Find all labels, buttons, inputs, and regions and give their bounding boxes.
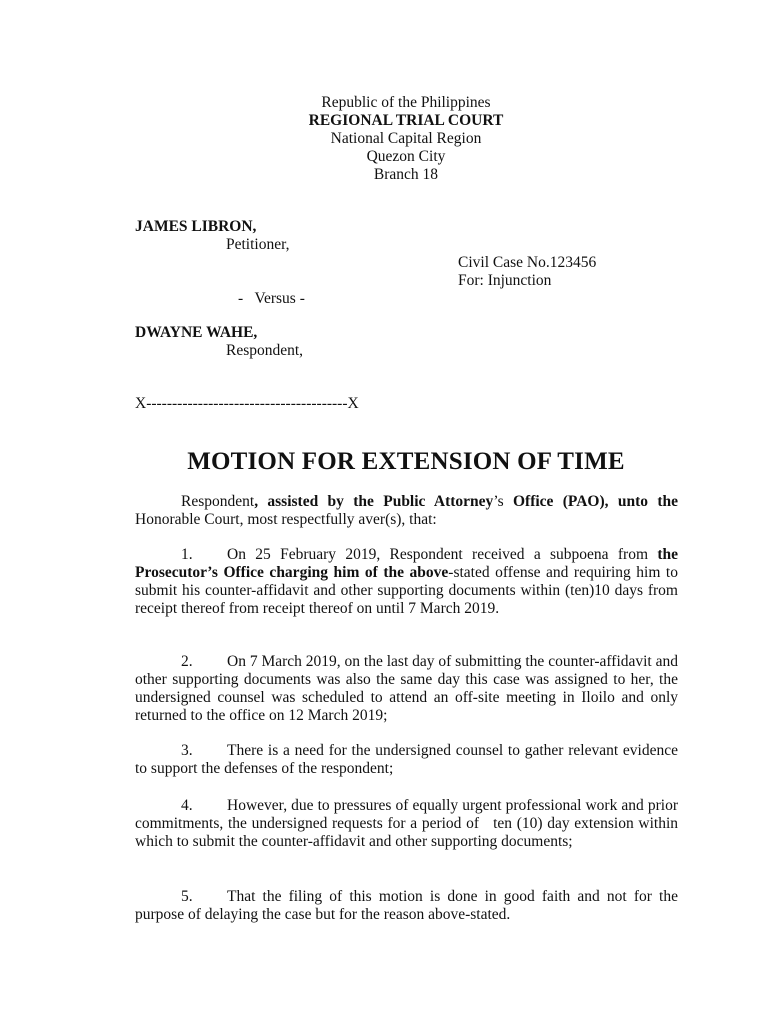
paragraph-text: However, due to pressures of equally urgent professional work and prior commitments, the undersigned requests for a period of ten (10) day extension within which to submit the counter-affidavit and other supporting documents;	[135, 797, 682, 850]
case-number: Civil Case No.123456	[458, 254, 597, 271]
paragraph-text: On 25 February 2019, Respondent received a subpoena from	[227, 546, 658, 563]
paragraph-text: That the filing of this motion is done in good faith and not for the purpose of delaying the case but for the reason above-stated.	[135, 888, 678, 923]
intro-assisted: , assisted by the Public Attorney	[254, 493, 494, 510]
header-court: REGIONAL TRIAL COURT	[308, 112, 504, 129]
paragraph-3	[135, 742, 678, 778]
header-republic: Republic of the Philippines	[321, 94, 491, 111]
petitioner-name: JAMES LIBRON,	[135, 218, 257, 235]
paragraph-number: 4.	[181, 797, 193, 814]
intro-office: Office (PAO), unto the	[512, 493, 678, 510]
paragraph-2	[135, 653, 678, 725]
paragraph-1	[135, 546, 678, 618]
paragraph-4	[135, 797, 682, 851]
header-branch: Branch 18	[373, 166, 439, 183]
paragraph-number: 3.	[181, 742, 193, 759]
petitioner-role: Petitioner,	[226, 236, 290, 253]
paragraph-5	[135, 888, 678, 924]
paragraph-number: 1.	[181, 546, 193, 563]
intro-respondent: Respondent	[181, 493, 255, 510]
paragraph-text: On 7 March 2019, on the last day of submitting the counter-affidavit and other supporting documents was also the same day this case was assigned to her, the undersigned counsel was scheduled to attend an off-site meeting in Iloilo and only returned to the office on 12 March 2019;	[135, 653, 678, 724]
intro-paragraph	[135, 493, 678, 529]
respondent-role: Respondent,	[226, 342, 304, 359]
header-city: Quezon City	[366, 148, 446, 165]
case-nature: For: Injunction	[458, 272, 552, 289]
paragraph-text: There is a need for the undersigned counsel to gather relevant evidence to support the defenses of the respondent;	[135, 742, 678, 777]
respondent-name: DWAYNE WAHE,	[135, 324, 258, 341]
paragraph-text: -stated offense and requiring him to submit his counter-affidavit and other supporting documents within (ten)10 days from receipt thereof from receipt thereof on until 7 March 2019.	[135, 564, 678, 617]
header-region: National Capital Region	[330, 130, 482, 147]
caption-separator: X---------------------------------------X	[135, 395, 359, 412]
intro-court: Honorable Court, most respectfully aver(s), that:	[135, 511, 437, 528]
paragraph-number: 5.	[181, 888, 193, 905]
document-title: MOTION FOR EXTENSION OF TIME	[187, 448, 625, 475]
versus-label: - Versus -	[238, 290, 305, 307]
paragraph-text-bold: the Prosecutor’s Office charging him of the above	[135, 546, 678, 581]
paragraph-number: 2.	[181, 653, 193, 670]
intro-apostrophe: ’s	[493, 493, 513, 510]
